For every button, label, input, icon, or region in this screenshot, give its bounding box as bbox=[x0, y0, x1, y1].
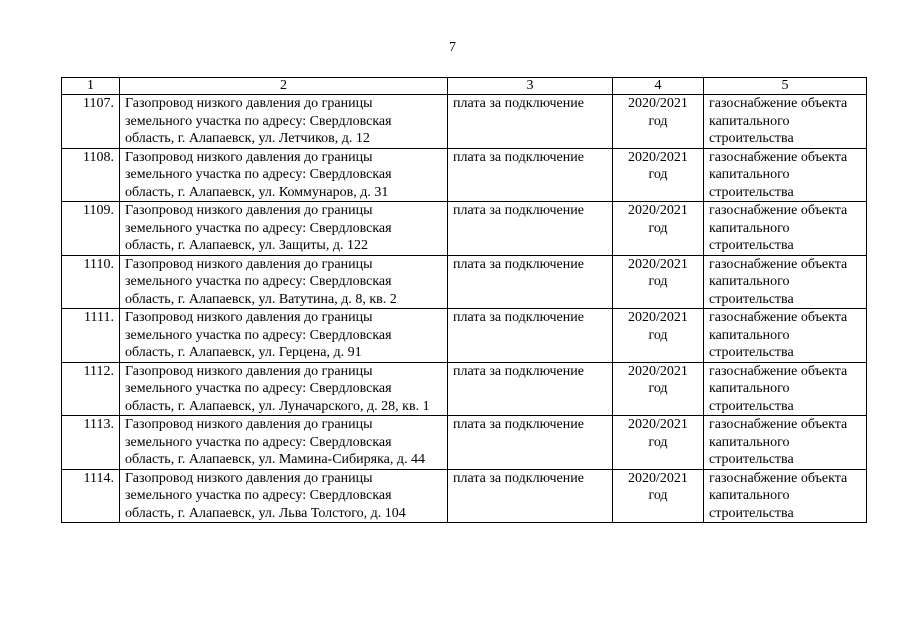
period: 2020/2021 год bbox=[613, 95, 704, 149]
period: 2020/2021 год bbox=[613, 148, 704, 202]
table-row bbox=[62, 416, 867, 470]
period: 2020/2021 год bbox=[613, 202, 704, 256]
purpose: газоснабжение объекта капитального строительства bbox=[704, 416, 867, 470]
purpose: газоснабжение объекта капитального строительства bbox=[704, 95, 867, 149]
funding-source: плата за подключение bbox=[448, 255, 613, 309]
period: 2020/2021 год bbox=[613, 469, 704, 523]
table-row bbox=[62, 362, 867, 416]
object-name: Газопровод низкого давления до границы земельного участка по адресу: Свердловская область, г. Алапаевск, ул. Защиты, д. 122 bbox=[120, 202, 448, 256]
row-number: 1111. bbox=[62, 309, 120, 363]
funding-source: плата за подключение bbox=[448, 95, 613, 149]
object-name: Газопровод низкого давления до границы земельного участка по адресу: Свердловская область, г. Алапаевск, ул. Льва Толстого, д. 104 bbox=[120, 469, 448, 523]
period: 2020/2021 год bbox=[613, 309, 704, 363]
object-name: Газопровод низкого давления до границы земельного участка по адресу: Свердловская область, г. Алапаевск, ул. Летчиков, д. 12 bbox=[120, 95, 448, 149]
page-number: 7 bbox=[449, 40, 456, 55]
object-name: Газопровод низкого давления до границы земельного участка по адресу: Свердловская область, г. Алапаевск, ул. Герцена, д. 91 bbox=[120, 309, 448, 363]
column-header-4: 4 bbox=[613, 78, 704, 95]
purpose: газоснабжение объекта капитального строительства bbox=[704, 255, 867, 309]
purpose: газоснабжение объекта капитального строительства bbox=[704, 309, 867, 363]
table-row bbox=[62, 469, 867, 523]
column-header-1: 1 bbox=[62, 78, 120, 95]
funding-source: плата за подключение bbox=[448, 416, 613, 470]
object-name: Газопровод низкого давления до границы земельного участка по адресу: Свердловская область, г. Алапаевск, ул. Ватутина, д. 8, кв. 2 bbox=[120, 255, 448, 309]
period: 2020/2021 год bbox=[613, 255, 704, 309]
funding-source: плата за подключение bbox=[448, 202, 613, 256]
purpose: газоснабжение объекта капитального строительства bbox=[704, 148, 867, 202]
row-number: 1108. bbox=[62, 148, 120, 202]
period: 2020/2021 год bbox=[613, 416, 704, 470]
purpose: газоснабжение объекта капитального строительства bbox=[704, 469, 867, 523]
funding-source: плата за подключение bbox=[448, 469, 613, 523]
object-name: Газопровод низкого давления до границы земельного участка по адресу: Свердловская область, г. Алапаевск, ул. Луначарского, д. 28, кв. 1 bbox=[120, 362, 448, 416]
table-row bbox=[62, 255, 867, 309]
row-number: 1107. bbox=[62, 95, 120, 149]
investment-table bbox=[61, 77, 867, 523]
purpose: газоснабжение объекта капитального строительства bbox=[704, 202, 867, 256]
column-header-2: 2 bbox=[120, 78, 448, 95]
purpose: газоснабжение объекта капитального строительства bbox=[704, 362, 867, 416]
object-name: Газопровод низкого давления до границы земельного участка по адресу: Свердловская область, г. Алапаевск, ул. Мамина-Сибиряка, д. 44 bbox=[120, 416, 448, 470]
row-number: 1109. bbox=[62, 202, 120, 256]
period: 2020/2021 год bbox=[613, 362, 704, 416]
row-number: 1112. bbox=[62, 362, 120, 416]
funding-source: плата за подключение bbox=[448, 362, 613, 416]
row-number: 1110. bbox=[62, 255, 120, 309]
row-number: 1114. bbox=[62, 469, 120, 523]
funding-source: плата за подключение bbox=[448, 148, 613, 202]
table-row bbox=[62, 148, 867, 202]
table-header-row bbox=[62, 78, 867, 95]
column-header-5: 5 bbox=[704, 78, 867, 95]
object-name: Газопровод низкого давления до границы земельного участка по адресу: Свердловская область, г. Алапаевск, ул. Коммунаров, д. 31 bbox=[120, 148, 448, 202]
row-number: 1113. bbox=[62, 416, 120, 470]
column-header-3: 3 bbox=[448, 78, 613, 95]
funding-source: плата за подключение bbox=[448, 309, 613, 363]
table-row bbox=[62, 202, 867, 256]
table-row bbox=[62, 309, 867, 363]
table-row bbox=[62, 95, 867, 149]
